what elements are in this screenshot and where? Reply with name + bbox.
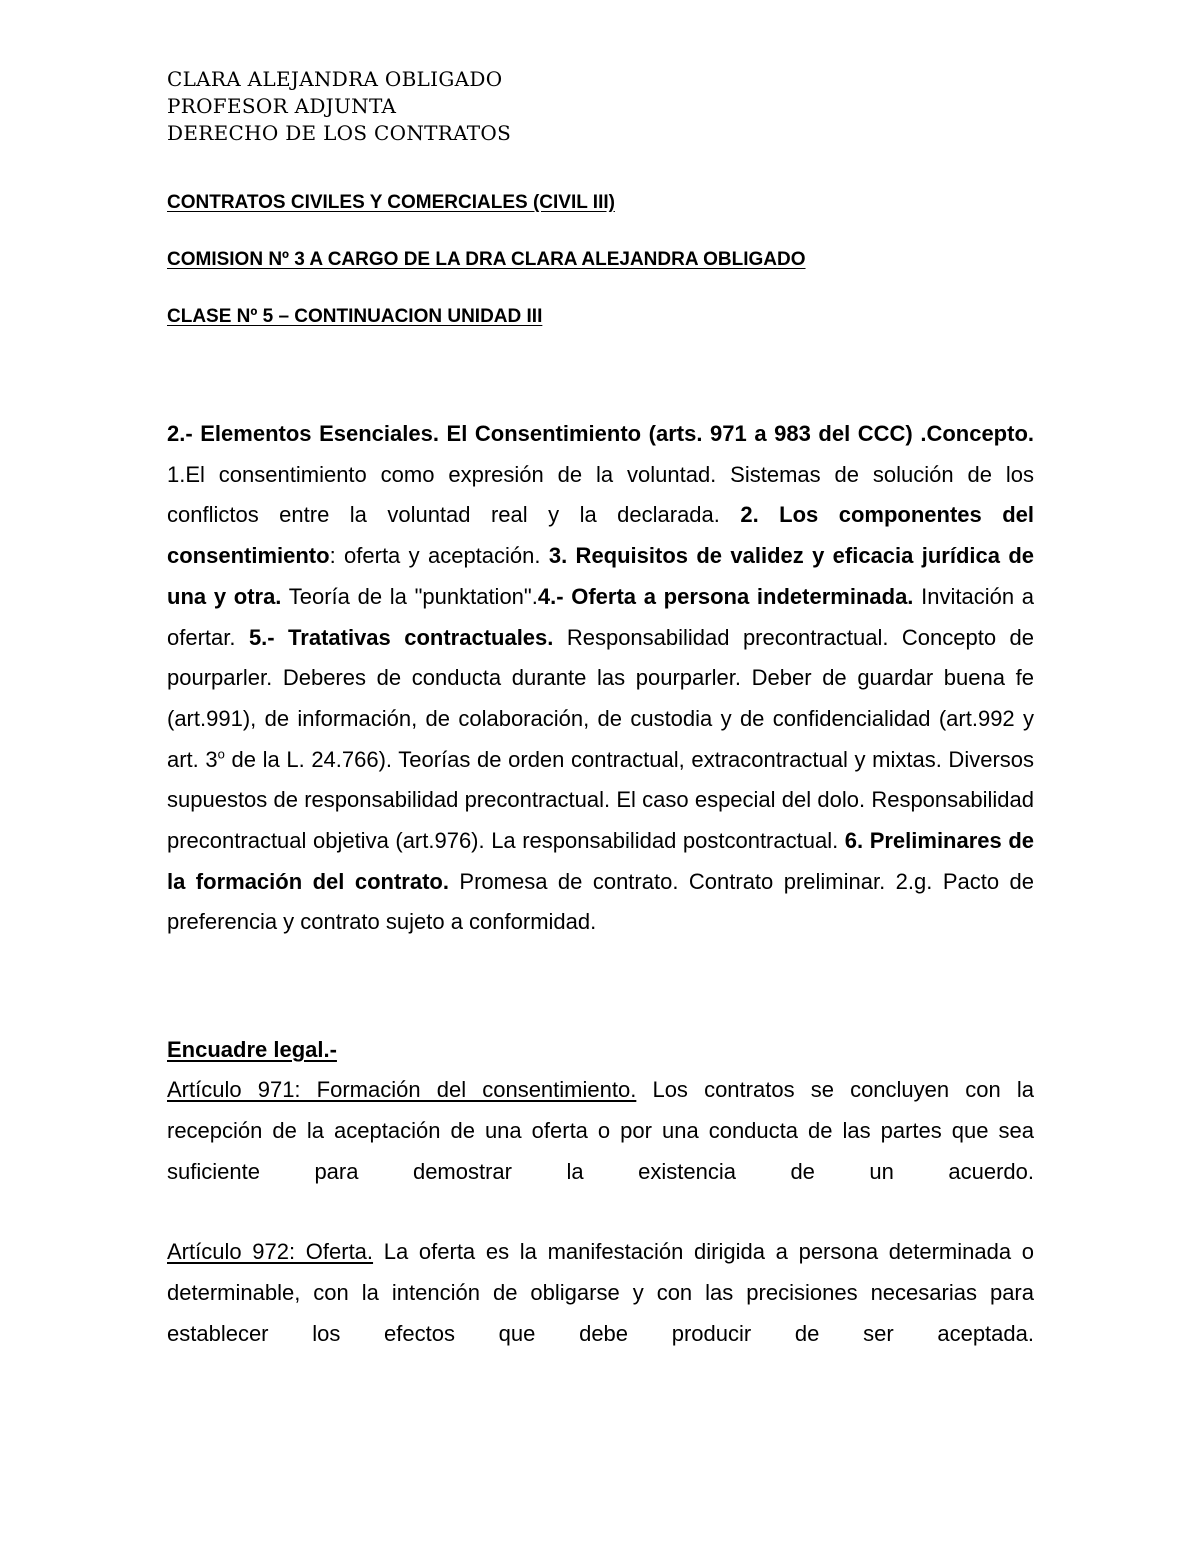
syllabus-part: 4.- Oferta a persona indeterminada. bbox=[537, 583, 914, 609]
syllabus-part: 1.El consentimiento como expresión de la voluntad. Sistemas de solución de los conflictos entre la voluntad real y la declarada. bbox=[167, 461, 1034, 528]
legal-framework-title: Encuadre legal.- bbox=[167, 1037, 337, 1063]
author-header bbox=[167, 66, 1034, 147]
syllabus-part: 2.- Elementos Esenciales. El Consentimiento (arts. 971 a 983 del CCC) .Concepto. bbox=[167, 421, 1034, 446]
unit-syllabus-paragraph bbox=[167, 414, 1034, 943]
syllabus-part: 3. Requisitos de validez y eficacia jurídica de una y otra. bbox=[167, 543, 1034, 609]
syllabus-part: 2. Los componentes del consentimiento bbox=[167, 502, 1034, 569]
article-heading: Artículo 971: Formación del consentimiento. bbox=[167, 1077, 637, 1103]
article-971 bbox=[167, 1070, 1034, 1192]
syllabus-part: 6. Preliminares de la formación del contrato. bbox=[167, 828, 1035, 894]
course-heading: CONTRATOS CIVILES Y COMERCIALES (CIVIL III) bbox=[167, 192, 615, 213]
article-heading: Artículo 972: Oferta. bbox=[167, 1239, 374, 1265]
subject-name: DERECHO DE LOS CONTRATOS bbox=[167, 121, 512, 145]
syllabus-part: Invitación a ofertar. bbox=[167, 583, 1035, 650]
syllabus-part: : oferta y aceptación. bbox=[329, 543, 549, 569]
syllabus-part: 5.- Tratativas contractuales. bbox=[248, 624, 554, 650]
syllabus-part: de la L. 24.766). Teorías de orden contractual, extracontractual y mixtas. Diversos supuestos de responsabilidad precontractual. El caso especial del dolo. Responsabilidad precontractual objetiva (art.976). La responsabilidad postcontractual. bbox=[167, 746, 1035, 854]
author-role: PROFESOR ADJUNTA bbox=[167, 94, 397, 118]
article-972 bbox=[167, 1232, 1034, 1354]
syllabus-part: Responsabilidad precontractual. Concepto de pourparler. Deberes de conducta durante las pourparler. Deber de guardar buena fe (art.991), de información, de colaboración, de custodia y de confidencialidad (art.992 y art. 3 bbox=[167, 624, 1035, 772]
superscript-ordinal: o bbox=[217, 746, 225, 762]
class-heading: CLASE Nº 5 – CONTINUACION UNIDAD III bbox=[167, 306, 543, 327]
author-name: CLARA ALEJANDRA OBLIGADO bbox=[167, 67, 503, 91]
article-text: Los contratos se concluyen con la recepción de la aceptación de una oferta o por una conducta de las partes que sea suficiente para demostrar la existencia de un acuerdo. bbox=[167, 1077, 1035, 1184]
article-text: La oferta es la manifestación dirigida a persona determinada o determinable, con la intención de obligarse y con las precisiones necesarias para establecer los efectos que debe producir de ser aceptada. bbox=[167, 1239, 1035, 1346]
syllabus-part: Teoría de la "punktation". bbox=[281, 583, 538, 609]
commission-heading: COMISION Nº 3 A CARGO DE LA DRA CLARA ALEJANDRA OBLIGADO bbox=[167, 249, 806, 270]
syllabus-part: Promesa de contrato. Contrato preliminar. 2.g. Pacto de preferencia y contrato sujeto a conformidad. bbox=[167, 868, 1034, 935]
document-page bbox=[167, 66, 1034, 1354]
